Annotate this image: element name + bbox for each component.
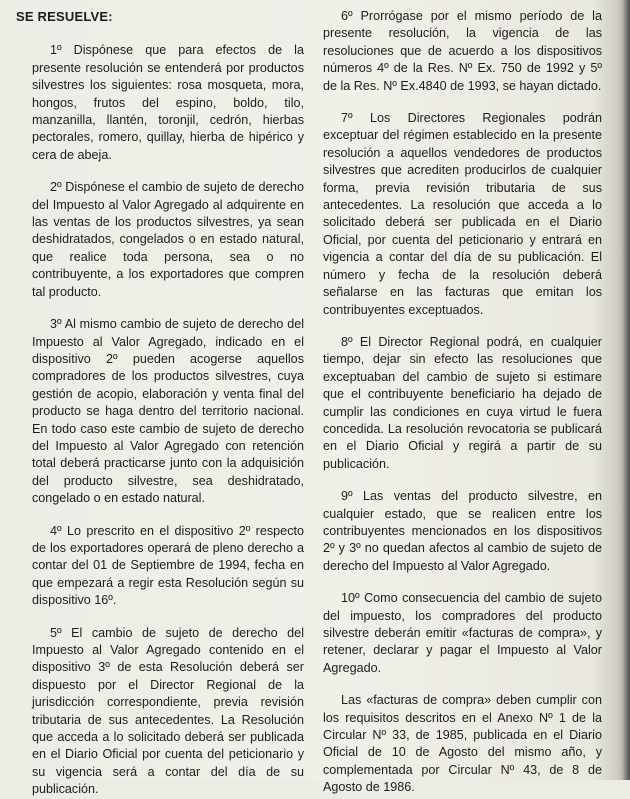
article-9: 9º Las ventas del producto silvestre, en cualquier estado, que se realicen entre los contribuyentes mencionados en los dispositivos 2º y 3º no quedan afectos al cambio de sujeto de derecho del Impuesto al Valor Agregado. bbox=[323, 489, 602, 573]
article-6: 6º Prorrógase por el mismo período de la presente resolución, la vigencia de las resoluciones que de acuerdo a los dispositivos números 4º de la Res. Nº Ex. 750 de 1992 y 5º de la Res. Nº Ex.4840 de 1993, se hayan dictado. bbox=[323, 9, 602, 93]
article-7: 7º Los Directores Regionales podrán exceptuar del régimen establecido en la presente resolución a aquellos vendedores de productos silvestres que acrediten producirlos de cualquier forma, previa revisión tributaria de sus antecedentes. La resolución que acceda a lo solicitado deberá ser publicada en el Diario Oficial, por cuenta del peticionario y entrará en vigencia a contar del día de su publicación. El número y fecha de la resolución deberá señalarse en las facturas que emitan los contribuyentes exceptuados. bbox=[323, 111, 602, 317]
article-10: 10º Como consecuencia del cambio de sujeto del impuesto, los compradores del producto silvestre deberán emitir «facturas de compra», y retener, declarar y pagar el Impuesto al Valor Agregado. bbox=[323, 591, 602, 675]
article-5: 5º El cambio de sujeto de derecho del Impuesto al Valor Agregado contenido en el dispositivo 3º de esta Resolución deberá ser dispuesto por el Director Regional de la jurisdicción correspondiente, previa revisión tributaria de sus antecedentes. La Resolución que acceda a lo solicitado deberá ser publicada en el Diario Oficial por cuenta del peticionario y su vigencia será a contar del día de su publicación. bbox=[32, 625, 304, 797]
left-column bbox=[16, 8, 304, 799]
page-edge-shadow bbox=[622, 0, 630, 780]
right-column bbox=[323, 8, 602, 797]
article-3: 3º Al mismo cambio de sujeto de derecho del Impuesto al Valor Agregado, indicado en el dispositivo 2º pueden acogerse aquellos compradores de los productos silvestres, cuya gestión de acopio, elaboración y venta final del producto se haga dentro del territorio nacional. En todo caso este cambio de sujeto de derecho del Impuesto al Valor Agregado con retención total deberá practicarse junto con la adquisición del producto silvestre, sea deshidratado, congelado o en estado natural. bbox=[32, 317, 304, 506]
article-2: 2º Dispónese el cambio de sujeto de derecho del Impuesto al Valor Agregado al adquirente en las ventas de los productos silvestres, ya sean deshidratados, congelados o en estado natural, que realice toda persona, sea o no contribuyente, a los exportadores que compren tal producto. bbox=[32, 180, 304, 299]
article-8: 8º El Director Regional podrá, en cualquier tiempo, dejar sin efecto las resoluciones que exceptuaban del cambio de sujeto si estimare que el contribuyente beneficiario ha dejado de cumplir las condiciones en cuya virtud le fuera concedida. La resolución revocatoria se publicará en el Diario Oficial y regirá a partir de su publicación. bbox=[323, 334, 602, 471]
article-4: 4º Lo prescrito en el dispositivo 2º respecto de los exportadores operará de pleno derecho a contar del 01 de Septiembre de 1994, fecha en que empezará a regir esta Resolución según su dispositivo 16º. bbox=[32, 523, 304, 608]
section-heading: SE RESUELVE: bbox=[16, 9, 113, 24]
article-1: 1º Dispónese que para efectos de la presente resolución se entenderá por productos silvestres los siguientes: rosa mosqueta, mora, hongos, frutos del espino, boldo, tilo, manzanilla, llantén, toronjil, cedrón, hierbas pectorales, romero, quillay, hierba de hipérico y cera de abeja. bbox=[32, 43, 304, 162]
article-10-facturas: Las «facturas de compra» deben cumplir con los requisitos descritos en el Anexo Nº 1 de la Circular Nº 33, de 1985, publicada en el Diario Oficial de 10 de Agosto del mismo año, y complementada por Circular Nº 43, de 8 de Agosto de 1986. bbox=[323, 693, 602, 795]
